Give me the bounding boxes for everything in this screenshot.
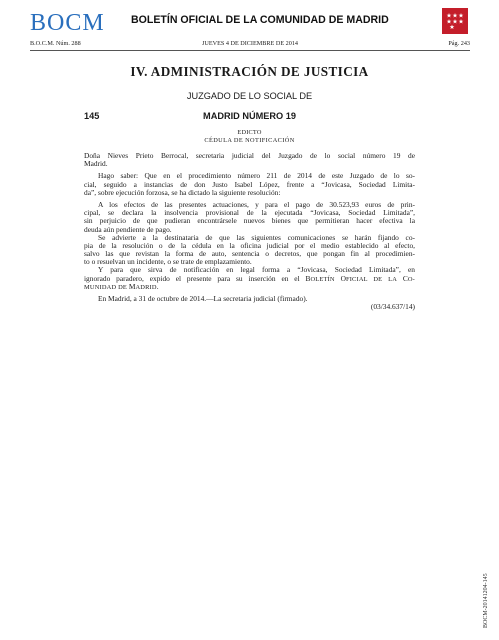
body-line: MUNIDAD DE MADRID. [84, 281, 159, 291]
reference-code: (03/34.637/14) [370, 302, 415, 312]
body-line: salvo las que revistan la forma de auto, sentencia o decretos, que pongan fin al procedimien- [84, 249, 415, 259]
section-title: IV. ADMINISTRACIÓN DE JUSTICIA [130, 64, 369, 79]
body-line: deuda aún pendiente de pago. [84, 224, 172, 234]
notice-body [84, 152, 415, 311]
page-number: Pág. 243 [448, 40, 470, 47]
cve-code: BOCM-20141204-145 [483, 573, 489, 628]
bocm-number: B.O.C.M. Núm. 288 [30, 40, 81, 47]
body-line: ignorado paradero, expido el presente para su inserción en el BOLETÍN OFICIAL DE LA CO- [84, 273, 415, 283]
court-line-1: JUZGADO DE LO SOCIAL DE [186, 91, 313, 101]
body-line: Hago saber: Que en el procedimiento número 211 de 2014 de este Juzgado de lo so- [98, 171, 415, 181]
body-line: pia de la resolución o de la cédula en la oficina judicial por el medio establecido al efecto, [84, 240, 415, 250]
edicto-heading: EDICTO [237, 129, 262, 136]
entry-number: 145 [84, 111, 100, 121]
body-line: Y para que sirva de notificación en legal forma a “Jovicasa, Sociedad Limitada”, en [98, 265, 415, 275]
court-line-2: MADRID NÚMERO 19 [203, 111, 296, 121]
header-rule [30, 50, 470, 51]
bocm-logo: BOCM [30, 10, 105, 36]
masthead-title: BOLETÍN OFICIAL DE LA COMUNIDAD DE MADRID [131, 14, 389, 26]
stars-icon [446, 12, 464, 30]
body-line: A los efectos de las presentes actuaciones, y para el pago de 30.523,93 euros de prin- [98, 199, 415, 209]
cedula-heading: CÉDULA DE NOTIFICACIÓN [204, 137, 295, 144]
body-line: sin perjuicio de que pudieran encontrársele nuevos bienes que permitieran hacer efectiva la [84, 216, 415, 226]
body-line: cial, seguido a instancias de don Justo Isabel López, frente a “Jovicasa, Sociedad Limita- [84, 179, 415, 189]
body-line: cipal, se declara la insolvencia provisional de la ejecutada “Jovicasa, Sociedad Limitada”, [84, 208, 415, 218]
issue-date: JUEVES 4 DE DICIEMBRE DE 2014 [201, 40, 299, 47]
body-line: Madrid. [84, 159, 108, 169]
body-line: Doña Nieves Prieto Berrocal, secretaria judicial del Juzgado de lo social número 19 de [84, 151, 415, 160]
comunidad-madrid-flag-icon [442, 8, 468, 34]
signature-line: En Madrid, a 31 de octubre de 2014.—La secretaria judicial (firmado). [98, 294, 308, 303]
body-line: to o resuelvan un incidente, o se trate de emplazamiento. [84, 257, 252, 267]
body-line: Se advierte a la destinataria de que las siguientes comunicaciones se harán fijando co- [98, 232, 415, 242]
body-line: da”, sobre ejecución forzosa, se ha dictado la siguiente resolución: [84, 187, 281, 197]
